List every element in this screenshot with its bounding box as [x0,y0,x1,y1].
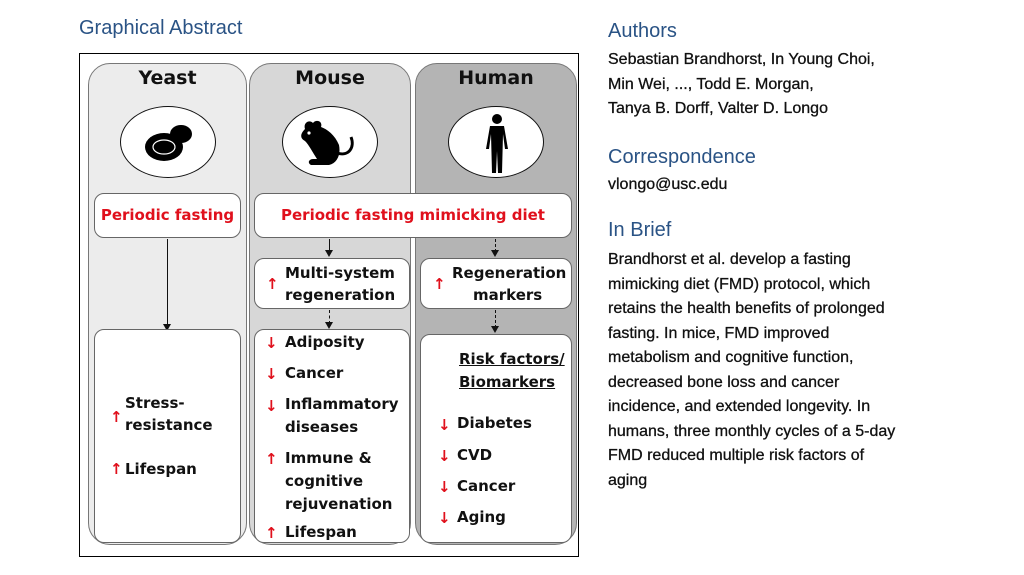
in-brief-line-7: incidence, and extended longevity. In [608,398,871,415]
mouse-regeneration-line-1: Multi-system [285,264,395,282]
in-brief-line-1: Brandhorst et al. develop a fasting [608,251,851,268]
down-arrow-icon: ↓ [265,334,278,352]
in-brief-line-8: humans, three monthly cycles of a 5-day [608,422,896,440]
mouse-outcome-inflammatory-line-1: Inflammatory [285,395,399,413]
human-figure-icon [449,107,545,179]
in-brief-line-6: decreased bone loss and cancer [608,373,840,391]
human-connector-2-arrowhead [491,326,499,333]
author-line-2: Min Wei, ..., Todd E. Morgan, [608,75,814,93]
up-arrow-icon: ↑ [110,460,123,478]
human-header: Human [458,67,534,89]
in-brief-heading: In Brief [608,219,672,241]
mouse-icon [283,107,379,179]
human-risk-heading-line-2: Biomarkers [459,373,556,391]
yeast-header: Yeast [138,67,197,89]
up-arrow-icon: ↑ [265,524,278,542]
graphical-abstract-title: Graphical Abstract [79,17,243,39]
mouse-connector-1-arrowhead [325,250,333,257]
human-outcome-aging: Aging [457,508,506,526]
up-arrow-icon: ↑ [266,275,279,293]
mouse-outcome-immune-line-2: cognitive [285,472,364,490]
mouse-outcome-immune-line-3: rejuvenation [285,495,393,513]
human-outcomes-box [420,334,572,543]
yeast-cell-icon [121,107,217,179]
shared-intervention-box [254,193,572,238]
shared-intervention-label: Periodic fasting mimicking diet [281,206,545,224]
yeast-intervention-label: Periodic fasting [100,206,235,224]
in-brief-line-5: metabolism and cognitive function, [608,349,854,366]
yeast-outcomes-box [94,329,241,543]
human-outcome-cancer: Cancer [457,477,516,495]
mouse-icon-frame [282,106,378,178]
up-arrow-icon: ↑ [433,275,446,293]
mouse-outcomes-box [254,329,410,543]
yeast-outcome-stress-line-1: Stress- [125,394,185,412]
human-connector-1-arrowhead [491,250,499,257]
yeast-connector [167,239,168,327]
author-line-3: Tanya B. Dorff, Valter D. Longo [608,100,828,117]
human-regeneration-box [420,258,572,309]
mouse-outcome-adiposity: Adiposity [285,333,365,351]
yeast-intervention-box [94,193,241,238]
correspondence-heading: Correspondence [608,146,756,168]
in-brief-line-10: aging [608,471,648,489]
yeast-outcome-stress-line-2: resistance [125,416,213,434]
in-brief-line-4: fasting. In mice, FMD improved [608,324,830,342]
graphical-abstract-figure [79,53,579,557]
authors-heading: Authors [608,20,677,42]
up-arrow-icon: ↑ [265,450,278,468]
mouse-outcome-cancer: Cancer [285,364,344,382]
down-arrow-icon: ↓ [438,478,451,496]
down-arrow-icon: ↓ [438,509,451,527]
mouse-regeneration-line-2: regeneration [285,286,396,304]
human-icon-frame [448,106,544,178]
yeast-icon-frame [120,106,216,178]
down-arrow-icon: ↓ [438,447,451,465]
down-arrow-icon: ↓ [438,416,451,434]
human-risk-heading-line-1: Risk factors/ [459,350,565,368]
mouse-header: Mouse [295,67,365,89]
down-arrow-icon: ↓ [265,397,278,415]
author-line-1: Sebastian Brandhorst, In Young Choi, [608,51,875,68]
mouse-outcome-inflammatory-line-2: diseases [285,418,359,436]
down-arrow-icon: ↓ [265,365,278,383]
correspondence-email[interactable]: vlongo@usc.edu [608,176,728,193]
mouse-outcome-lifespan: Lifespan [285,523,357,541]
mouse-outcome-immune-line-1: Immune & [285,449,372,467]
in-brief-line-9: FMD reduced multiple risk factors of [608,447,865,464]
human-outcome-diabetes: Diabetes [457,414,532,432]
up-arrow-icon: ↑ [110,408,123,426]
mouse-regeneration-box [254,258,410,309]
in-brief-line-2: mimicking diet (FMD) protocol, which [608,275,871,293]
human-outcome-cvd: CVD [457,446,493,464]
human-regeneration-line-1: Regeneration [452,264,567,282]
in-brief-line-3: retains the health benefits of prolonged [608,300,885,317]
yeast-outcome-lifespan: Lifespan [125,460,197,478]
human-regeneration-line-2: markers [473,286,543,304]
mouse-connector-2-arrowhead [325,322,333,329]
